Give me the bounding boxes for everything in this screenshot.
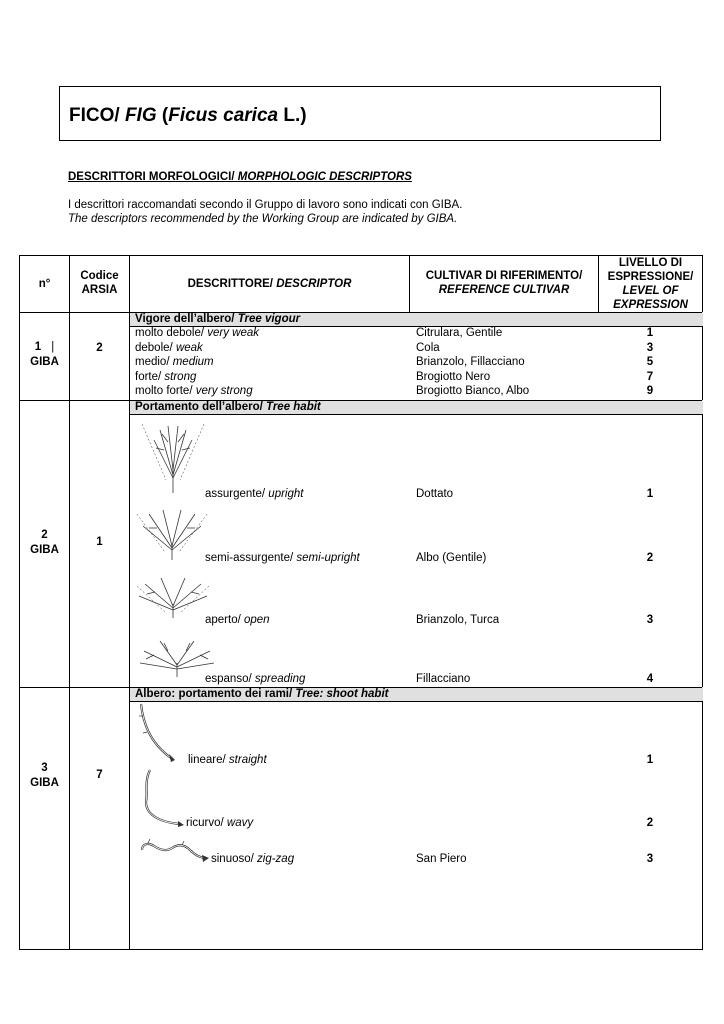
title-fico: FICO/ xyxy=(69,105,125,126)
row2-item1-level: 1 xyxy=(646,488,654,500)
row1-item1-it: molto debole/ xyxy=(135,327,208,339)
row2-item2-cultivar: Albo (Gentile) xyxy=(416,552,487,564)
row1-number: 1 | GIBA xyxy=(20,340,69,370)
row2-item4-level: 4 xyxy=(646,673,654,685)
header-cultivar-it: CULTIVAR DI RIFERIMENTO/ xyxy=(425,270,583,282)
row3-item2-it: ricurvo/ xyxy=(186,817,227,829)
row1-item2-it: debole/ xyxy=(135,342,176,354)
row1-code: 2 xyxy=(96,342,103,354)
row1-bottom-line xyxy=(20,400,702,401)
header-level xyxy=(599,256,702,312)
header-descriptor xyxy=(130,277,409,291)
row1-heading-en: Tree vigour xyxy=(237,313,301,325)
header-codice-line1: Codice xyxy=(80,270,119,282)
row2-item3-en: open xyxy=(244,614,270,626)
header-level-line4: EXPRESSION xyxy=(613,299,688,311)
row2-item4-descriptor xyxy=(205,672,305,686)
row1-item1-descriptor xyxy=(135,326,259,340)
row3-item1-it: lineare/ xyxy=(188,754,229,766)
row2-item2-en: semi-upright xyxy=(296,552,360,564)
row1-item2-en: weak xyxy=(175,342,203,354)
row3-item1-descriptor xyxy=(188,753,267,767)
row1-item5-it: molto forte/ xyxy=(135,385,196,397)
row2-n: 2 xyxy=(41,529,48,541)
row3-item2-en: wavy xyxy=(226,817,254,829)
row1-item3-descriptor xyxy=(135,355,214,369)
title-fig: FIG xyxy=(124,105,157,126)
row2-heading xyxy=(135,400,321,414)
header-cultivar-en: REFERENCE CULTIVAR xyxy=(438,284,570,296)
row1-item5-descriptor xyxy=(135,384,253,398)
title-author: L.) xyxy=(278,105,307,126)
row1-item4-en: strong xyxy=(164,371,197,383)
row1-heading xyxy=(135,312,300,326)
header-codice-line2: ARSIA xyxy=(81,284,118,296)
descriptor-table xyxy=(19,255,703,950)
section-heading xyxy=(68,171,412,183)
header-descriptor-en: DESCRIPTOR xyxy=(276,278,352,290)
row1-item1-level: 1 xyxy=(646,327,654,339)
row2-item4-it: espanso/ xyxy=(205,673,255,685)
row3-item1-level: 1 xyxy=(646,754,654,766)
row3-item3-en: zig-zag xyxy=(257,853,295,865)
row2-item3-descriptor xyxy=(205,613,270,627)
row3-item3-descriptor xyxy=(211,852,294,866)
row3-heading-line xyxy=(130,701,703,702)
row3-giba: GIBA xyxy=(30,777,59,789)
tree-open-icon xyxy=(135,572,211,620)
shoot-zigzag-icon xyxy=(138,836,210,866)
shoot-wavy-icon xyxy=(138,768,188,828)
row3-n: 3 xyxy=(41,762,48,774)
row3-code: 7 xyxy=(96,769,103,781)
intro-line-2: The descriptors recommended by the Working Group are indicated by GIBA. xyxy=(68,213,458,225)
title-box xyxy=(59,86,661,141)
row2-item3-it: aperto/ xyxy=(205,614,244,626)
row1-item5-level: 9 xyxy=(646,385,654,397)
row3-item2-descriptor xyxy=(186,816,253,830)
row1-item4-level: 7 xyxy=(646,371,654,383)
header-level-line2: ESPRESSIONE/ xyxy=(607,271,694,283)
row2-number xyxy=(20,528,69,558)
row3-heading xyxy=(135,687,388,701)
row3-item1-en: straight xyxy=(228,754,267,766)
header-bottom-line xyxy=(20,312,702,313)
row1-item4-descriptor xyxy=(135,370,196,384)
row2-item2-it: semi-assurgente/ xyxy=(205,552,297,564)
header-descriptor-it: DESCRITTORE/ xyxy=(187,278,277,290)
row2-code: 1 xyxy=(96,536,103,548)
row2-item3-level: 3 xyxy=(646,614,654,626)
row1-item2-level: 3 xyxy=(646,342,654,354)
row2-item4-en: spreading xyxy=(254,673,306,685)
title-species: Ficus carica xyxy=(168,105,279,126)
row1-item3-en: medium xyxy=(172,356,214,368)
row3-item3-level: 3 xyxy=(646,853,654,865)
row1-item4-cultivar: Brogiotto Nero xyxy=(416,371,491,383)
row2-item4-cultivar: Fillacciano xyxy=(416,673,471,685)
col-divider-1 xyxy=(69,256,70,949)
row2-item2-descriptor xyxy=(205,551,360,565)
row1-item5-cultivar: Brogiotto Bianco, Albo xyxy=(416,385,530,397)
row2-item1-descriptor xyxy=(205,487,303,501)
section-heading-en: MORPHOLOGIC DESCRIPTORS xyxy=(237,171,412,183)
row3-item3-cultivar: San Piero xyxy=(416,853,467,865)
row2-item1-en: upright xyxy=(268,488,304,500)
row2-item3-cultivar: Brianzolo, Turca xyxy=(416,614,500,626)
row2-item2-level: 2 xyxy=(646,552,654,564)
tree-upright-icon xyxy=(138,420,208,495)
row1-item2-descriptor xyxy=(135,341,203,355)
row1-item3-level: 5 xyxy=(646,356,654,368)
header-level-line1: LIVELLO DI xyxy=(618,257,683,269)
row2-heading-line xyxy=(130,414,703,415)
page-title xyxy=(69,105,307,127)
row2-giba: GIBA xyxy=(30,544,59,556)
intro-line-1: I descrittori raccomandati secondo il Gruppo di lavoro sono indicati con GIBA. xyxy=(68,199,463,211)
row2-heading-en: Tree habit xyxy=(266,401,321,413)
row1-item3-cultivar: Brianzolo, Fillacciano xyxy=(416,356,525,368)
row1-item2-cultivar: Cola xyxy=(416,342,440,354)
header-n: n° xyxy=(38,278,51,290)
row3-heading-en: Tree: shoot habit xyxy=(295,688,389,700)
row3-heading-it: Albero: portamento dei rami/ xyxy=(135,688,296,700)
header-level-line3: LEVEL OF xyxy=(622,285,679,297)
col-divider-2 xyxy=(129,256,130,949)
row2-item1-cultivar: Dottato xyxy=(416,488,454,500)
row1-item4-it: forte/ xyxy=(135,371,165,383)
row2-item1-it: assurgente/ xyxy=(205,488,269,500)
header-cultivar xyxy=(410,269,598,297)
tree-semi-upright-icon xyxy=(135,504,209,562)
row1-item1-cultivar: Citrulara, Gentile xyxy=(416,327,503,339)
row1-item5-en: very strong xyxy=(195,385,253,397)
row3-item3-it: sinuoso/ xyxy=(211,853,258,865)
row1-heading-it: Vigore dell’albero/ xyxy=(135,313,238,325)
title-paren: ( xyxy=(156,105,169,126)
row1-item3-it: medio/ xyxy=(135,356,173,368)
row3-item2-level: 2 xyxy=(646,817,654,829)
row2-heading-it: Portamento dell’albero/ xyxy=(135,401,266,413)
row3-number xyxy=(20,761,69,791)
section-heading-it: DESCRITTORI MORFOLOGICI/ xyxy=(68,171,238,183)
header-codice xyxy=(70,269,129,297)
row1-giba: GIBA xyxy=(30,356,59,368)
row1-n: 1 xyxy=(34,341,42,353)
row1-item1-en: very weak xyxy=(207,327,260,339)
shoot-straight-icon xyxy=(135,702,185,764)
